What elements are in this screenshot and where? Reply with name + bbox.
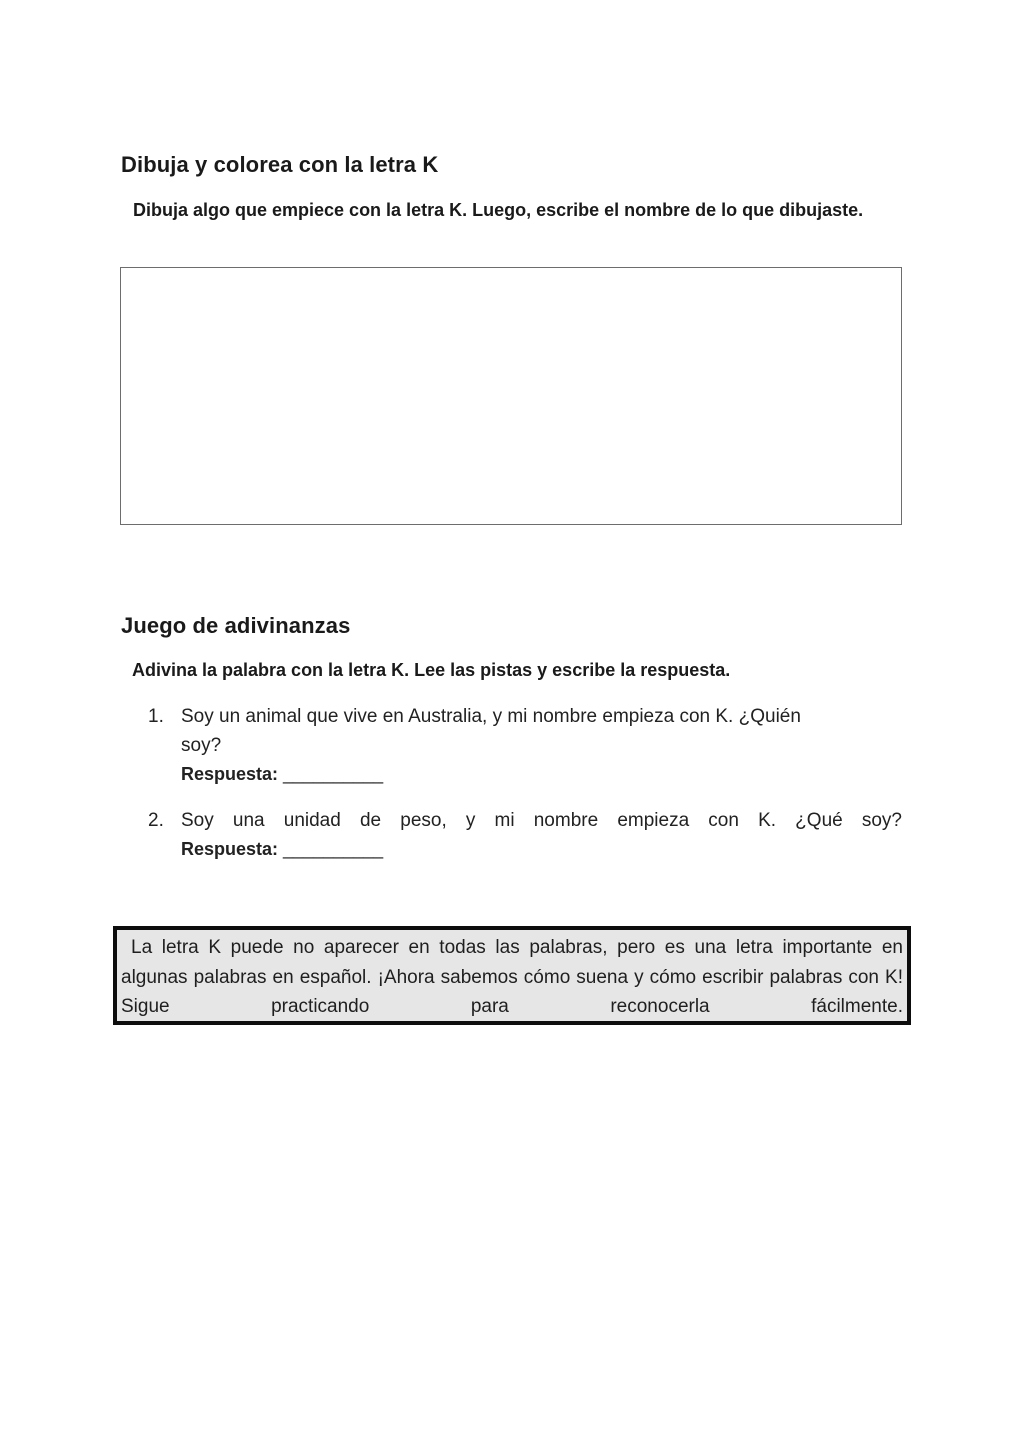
section-title-draw: Dibuja y colorea con la letra K: [121, 152, 439, 177]
riddle-number: 1.: [148, 706, 164, 727]
summary-note-box: [113, 926, 911, 1025]
answer-label: Respuesta:: [181, 839, 279, 859]
summary-note-text: La letra K puede no aparecer en todas las palabras, pero es una letra importante en algunas palabras en español. ¡Ahora sabemos cómo suena y cómo escribir palabras con K! Sigue practicando para reconocerla fácilmente.: [121, 937, 903, 1017]
section-title-riddles: Juego de adivinanzas: [121, 613, 351, 638]
riddle-list: [148, 702, 902, 864]
drawing-area[interactable]: [120, 267, 902, 525]
answer-line: [181, 835, 902, 864]
riddle-text: Soy una unidad de peso, y mi nombre empieza con K. ¿Qué soy?: [181, 810, 902, 831]
riddle-number: 2.: [148, 810, 164, 831]
draw-instruction: Dibuja algo que empiece con la letra K. Luego, escribe el nombre de lo que dibujaste.: [133, 200, 864, 220]
answer-blank[interactable]: __________: [283, 764, 384, 784]
riddle-item: [148, 702, 902, 789]
answer-line: [181, 760, 902, 789]
riddle-text: Soy un animal que vive en Australia, y mi nombre empieza con K. ¿Quién soy?: [181, 706, 801, 756]
answer-label: Respuesta:: [181, 764, 279, 784]
riddles-instruction: Adivina la palabra con la letra K. Lee las pistas y escribe la respuesta.: [132, 660, 731, 680]
answer-blank[interactable]: __________: [283, 839, 384, 859]
riddle-item: [148, 806, 902, 864]
